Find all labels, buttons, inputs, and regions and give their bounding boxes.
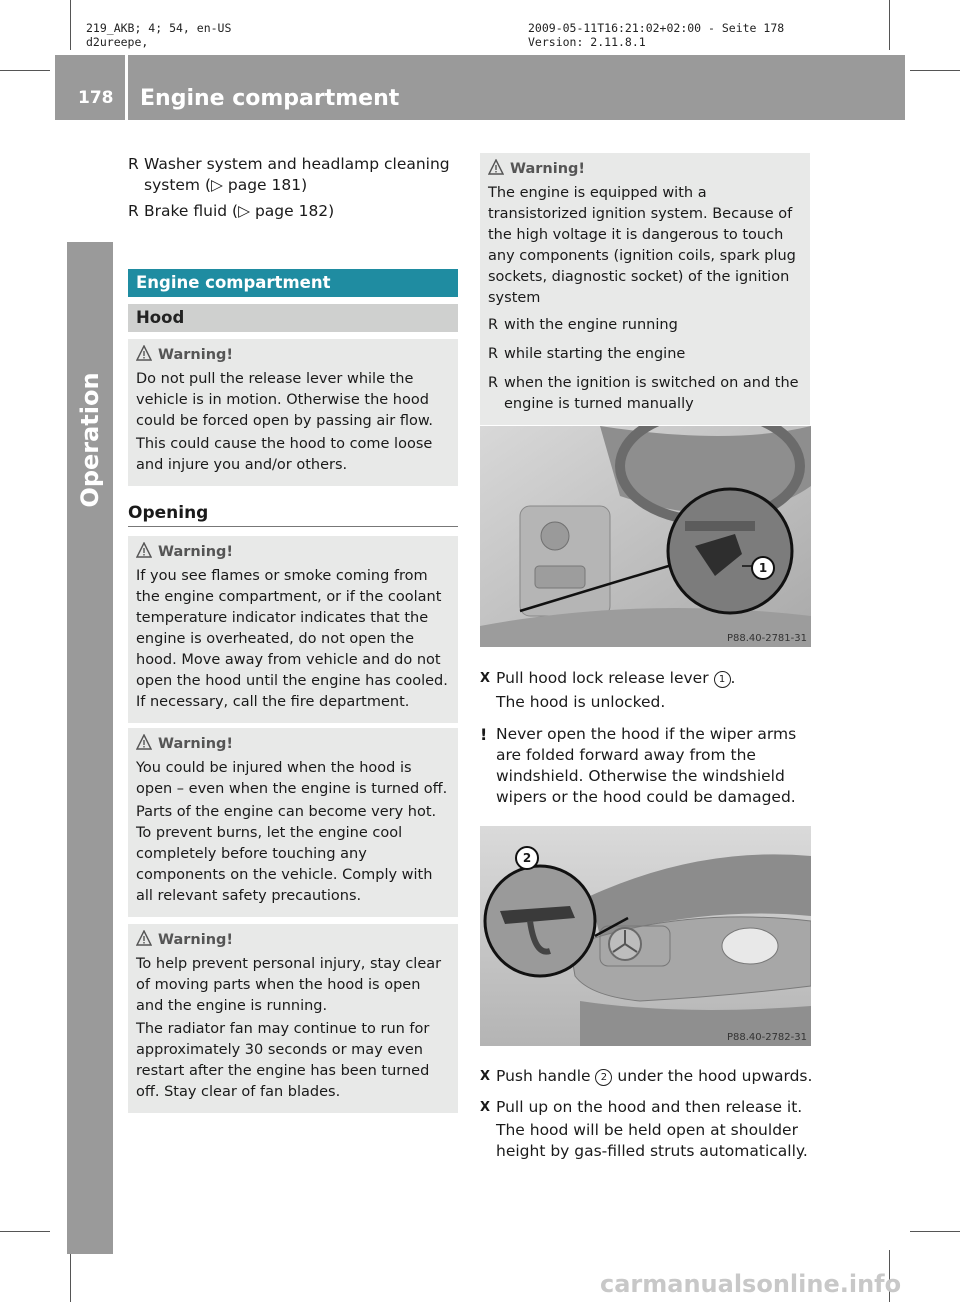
callout-2: 2 (515, 846, 539, 870)
meta-left-line1: 219_AKB; 4; 54, en-US (86, 21, 232, 35)
warning-title-text: Warning! (158, 347, 234, 363)
step-result: The hood is unlocked. (496, 693, 666, 711)
bullet-marker: R (128, 155, 139, 173)
warning-triangle-icon (136, 930, 152, 946)
step-text: Push handle (496, 1067, 596, 1085)
warning-text: If you see flames or smoke coming from the engine compartment, or if the coolant temperature indicator indicates that the engine is overheated, do not open the hood. Move away from vehicle and do not open the hood until the engine has cooled. If necessary, call the fire department. (136, 568, 448, 710)
meta-right-line1: 2009-05-11T16:21:02+02:00 - Seite 178 (528, 21, 785, 35)
warning-triangle-icon (136, 542, 152, 558)
crop-mark (910, 70, 960, 71)
crop-mark (889, 0, 890, 50)
crop-mark (0, 70, 50, 71)
step-text: Pull up on the hood and then release it. (496, 1098, 803, 1116)
list-item (488, 373, 802, 415)
warning-text: Parts of the engine can become very hot. To prevent burns, let the engine cool completely before touching any components on the vehicle. Comply with all relevant safety precautions. (136, 804, 437, 904)
bullet-marker: R (128, 202, 139, 220)
list-item (128, 154, 458, 196)
step-text: . (730, 669, 736, 687)
step-text: Pull hood lock release lever (496, 669, 714, 687)
warning-text: Do not pull the release lever while the vehicle is in motion. Otherwise the hood could be forced open by passing air flow. (136, 371, 433, 429)
print-meta-right (528, 21, 784, 49)
crop-mark (70, 1250, 71, 1302)
warning-title-text: Warning! (158, 932, 234, 948)
page-number: 178 (78, 88, 114, 108)
hood-handle-figure (480, 826, 811, 1046)
warning-text: This could cause the hood to come loose and injure you and/or others. (136, 436, 433, 473)
warning-triangle-icon (136, 734, 152, 750)
callout-ref-1: 1 (714, 671, 731, 688)
warning-title (136, 734, 450, 755)
meta-right-line2: Version: 2.11.8.1 (528, 35, 646, 49)
step-marker: X (480, 1100, 491, 1115)
crop-mark (910, 1231, 960, 1232)
left-column (128, 154, 458, 222)
attention-icon: ! (480, 725, 488, 744)
step-result: The hood will be held open at shoulder height by gas-filled struts automatically. (496, 1121, 808, 1160)
warning-box (128, 339, 458, 486)
list-item-text: with the engine running (504, 317, 678, 333)
warning-title (136, 345, 450, 366)
warning-title (136, 542, 450, 563)
figure-code: P88.40-2781-31 (726, 633, 807, 644)
step-marker: X (480, 1069, 491, 1084)
warning-box (128, 924, 458, 1113)
warning-box (480, 153, 810, 425)
warning-triangle-icon (488, 159, 504, 175)
crop-mark (0, 1231, 50, 1232)
bullet-marker: R (488, 375, 499, 391)
list-item-text: when the ignition is switched on and the engine is turned manually (504, 375, 799, 412)
warning-title-text: Warning! (510, 161, 586, 177)
print-meta-left (86, 21, 231, 49)
note-text: Never open the hood if the wiper arms are folded forward away from the windshield. Otherwise the windshield wipers or the hood could be damaged. (496, 725, 797, 806)
warning-box (128, 536, 458, 723)
warning-title (136, 930, 450, 951)
warning-text: To help prevent personal injury, stay clear of moving parts when the hood is open and the engine is running. (136, 956, 442, 1014)
list-item (488, 344, 802, 365)
warning-text: You could be injured when the hood is open – even when the engine is turned off. (136, 760, 448, 797)
step-block (480, 1066, 815, 1162)
list-item (128, 201, 458, 222)
note-item (480, 724, 815, 808)
side-tab-label-wrap (60, 372, 120, 508)
bullet-marker: R (488, 317, 499, 333)
warning-triangle-icon (136, 345, 152, 361)
list-item (488, 315, 802, 336)
warning-text: The engine is equipped with a transistorized ignition system. Because of the high voltage it is dangerous to touch any components (ignition coils, spark plug sockets, diagnostic socket) of the ignition system (488, 185, 796, 306)
step-text: under the hood upwards. (612, 1067, 813, 1085)
list-item-text: Brake fluid (▷ page 182) (144, 202, 335, 220)
page-title: Engine compartment (140, 86, 400, 111)
step-marker: X (480, 671, 491, 686)
step-item (480, 1066, 815, 1087)
hood-release-illustration (480, 426, 811, 647)
subsection-title: Hood (128, 304, 458, 332)
list-item-text: Washer system and headlamp cleaning system (▷ page 181) (144, 155, 450, 194)
bullet-marker: R (488, 346, 499, 362)
warning-text: The radiator fan may continue to run for approximately 30 seconds or may even restart after the engine has been turned off. Stay clear of fan blades. (136, 1021, 430, 1100)
hood-release-lever-figure (480, 426, 811, 647)
step-block (480, 668, 815, 808)
figure-code: P88.40-2782-31 (726, 1032, 807, 1043)
watermark: carmanualsonline.info (600, 1270, 902, 1298)
callout-1: 1 (751, 556, 775, 580)
warning-title (488, 159, 802, 180)
section-title: Engine compartment (128, 269, 458, 297)
opening-heading: Opening (128, 503, 458, 527)
crop-mark (70, 0, 71, 50)
warning-box (128, 728, 458, 917)
list-item-text: while starting the engine (504, 346, 686, 362)
meta-left-line2: d2ureepe, (86, 35, 149, 49)
step-item (480, 668, 815, 689)
side-tab-label: Operation (76, 372, 104, 508)
step-item (480, 1097, 815, 1118)
warning-title-text: Warning! (158, 736, 234, 752)
callout-ref-2: 2 (595, 1069, 612, 1086)
warning-title-text: Warning! (158, 544, 234, 560)
